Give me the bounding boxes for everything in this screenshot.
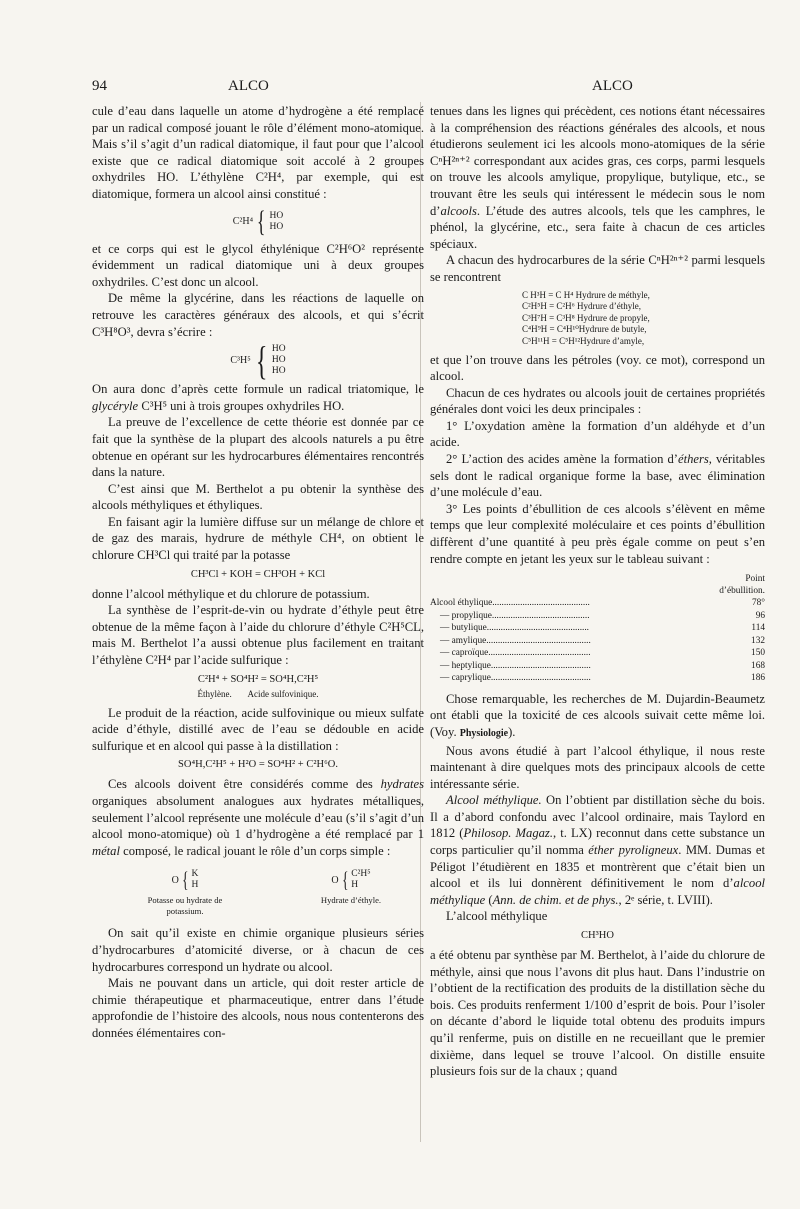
right-running-title: ALCO	[592, 78, 633, 94]
table-row: Alcool éthylique.......................................... 78°	[430, 598, 765, 609]
paragraph: Le produit de la réaction, acide sulfovinique ou mieux sulfate acide d’éthyle, distillé avec de l’eau se dédouble en acide sulfurique et en alcool qui passe à la distillation :	[92, 705, 424, 753]
table-row: — caprylique........................................... 186	[440, 673, 765, 684]
formula-methanol: CH³HO	[581, 930, 614, 942]
paragraph: et ce corps qui est le glycol éthylénique C²H⁶O² représente évidemment un radical diatomique uni à deux groupes oxhydriles. C’est donc un alcool.	[92, 241, 424, 289]
formula-group: HO	[269, 210, 284, 221]
formula-base: C²H⁴	[232, 215, 254, 227]
paragraph: tenues dans les lignes qui précèdent, ces notions étant nécessaires à la compréhension des réactions générales des alcools, et nous étudierons seulement ici les alcools mono-atomiques de la série CⁿH²ⁿ⁺² correspondant aux acides gras, ces corps, parmi lesquels on trouve les alcools amylique, propylique, butylique, etc., se trouvant être les seuls qui intéressent le médecin sous le nom d’alcools. L’étude des autres alcools, tels que les camphres, le phénol, la glycérine, etc., sera faite à chacun de ces articles spéciaux.	[430, 104, 765, 251]
paragraph: Alcool méthylique. On l’obtient par distillation sèche du bois. Il a d’abord confondu avec l’alcool ordinaire, mais Taylord en 1812 (Philosop. Magaz., t. LX) reconnut dans cette substance un corps particulier qu’il nomma éther pyroligneux. MM. Dumas et Péligot l’étudièrent en 1835 et montrèrent que c’était bien un alcool et ils lui donnèrent définitivement le nom d’alcool méthylique (Ann. de chim. et de phys., 2ᵉ série, t. LVIII).	[430, 793, 765, 907]
list-item: C⁵H¹¹H = C⁵H¹²Hydrure d’amyle,	[522, 335, 645, 346]
formula-glycerin: C³H⁵ { HO HO HO	[230, 337, 286, 383]
right-column	[430, 103, 765, 1080]
paragraph: donne l’alcool méthylique et du chlorure de potassium.	[92, 586, 370, 601]
hydride-list	[522, 290, 765, 348]
paragraph: La preuve de l’excellence de cette théorie est donnée par ce fait que la synthèse de la plupart des alcools naturels a pu être obtenue en opérant sur les hydrocarbures élémentaires rencontrés dans la nature.	[92, 415, 424, 480]
paragraph: 3° Les points d’ébullition de ces alcools s’élèvent en même temps que leur complexité moléculaire et ces points d’ébullition diffèrent d’une quantité à peu près égale comme on peut s’en rendre compte en jetant les yeux sur le tableau suivant :	[430, 501, 765, 566]
paragraph: Chacun de ces hydrates ou alcools jouit de certaines propriétés générales dont voici les deux principales :	[430, 385, 765, 417]
paragraph: 1° L’oxydation amène la formation d’un aldéhyde et d’un acide.	[430, 418, 765, 450]
paragraph: cule d’eau dans laquelle un atome d’hydrogène a été remplacé par un radical composé jouant le rôle d’élément mono-atomique. Mais s’il s’agit d’un radical diatomique, il faut pour que l’alcool existe que ce radical diatomique soit accolé à 2 groupes oxhydriles HO. L’éthylène C²H⁴, par exemple, qui est diatomique, formera un alcool ainsi constitué :	[92, 104, 424, 201]
caption: Acide sulfovinique.	[247, 688, 319, 699]
formula-base: C³H⁵	[230, 354, 251, 366]
boiling-point-table	[430, 573, 765, 685]
paragraph: On aura donc d’après cette formule un radical triatomique, le glycéryle C³H⁵ uni à trois groupes oxhydriles HO.	[92, 382, 424, 413]
citation: Philosop. Magaz.	[463, 826, 553, 841]
table-header: d’ébullition.	[719, 586, 765, 597]
term-alcool-methylique: Alcool méthylique.	[446, 793, 542, 808]
paragraph: Mais ne pouvant dans un article, qui doit rester article de chimie thérapeutique et pharmaceutique, entrer dans l’étude approfondie de l’histoire des alcools, nous nous contenterons des données élémentaires con-	[92, 976, 424, 1040]
hydrate-comparison	[92, 865, 424, 917]
term-ethers: éthers	[677, 452, 709, 467]
paragraph: En faisant agir la lumière diffuse sur un mélange de chlore et de gaz des marais, hydrure de méthyle CH⁴, on obtient le chlorure CH³Cl qui traité par la potasse	[92, 514, 424, 563]
term-metal: métal	[92, 843, 120, 858]
formula-group: HO	[271, 344, 286, 355]
caption: Potasse ou hydrate de potassium.	[147, 895, 223, 917]
paragraph: On sait qu’il existe en chimie organique plusieurs séries d’hydrocarbures d’atomicité diverse, or à chacun de ces hydrocarbures correspond un hydrate ou alcool.	[92, 926, 424, 974]
left-column	[92, 103, 424, 1042]
left-running-title: ALCO	[228, 78, 269, 94]
formula-distillation: SO⁴H,C²H⁵ + H²O = SO⁴H² + C²H⁶O.	[178, 759, 338, 771]
term-ether-pyroligneux: éther pyroligneux	[588, 843, 679, 858]
caption: Hydrate d’éthyle.	[320, 895, 382, 906]
list-item: C²H⁵H = C²H⁶ Hydrure d’éthyle,	[522, 301, 641, 312]
citation: Ann. de chim. et de phys.	[492, 892, 619, 907]
table-row: — caproïque............................................ 150	[440, 648, 765, 659]
paragraph: Nous avons étudié à part l’alcool éthylique, il nous reste maintenant à dire quelques mots des principaux alcools de cette intéressante série.	[430, 743, 765, 791]
formula-sulfovinic: C²H⁴ + SO⁴H² = SO⁴H,C²H⁵ Éthylène. Acide sulfovinique.	[197, 673, 319, 699]
formula-methyl-chloride: CH³Cl + KOH = CH³OH + KCl	[190, 568, 326, 580]
list-item: C³H⁷H = C³H⁸ Hydrure de propyle,	[522, 312, 650, 323]
term-hydrates: hydrates	[380, 777, 424, 792]
paragraph: a été obtenu par synthèse par M. Berthelot, à l’aide du chlorure de méthyle, ainsi que nous l’avons dit plus haut. Dans l’industrie on l’obtient de la rectification des produits de la distillation sèche du bois. Ces produits renferment 1/100 d’esprit de bois. Pour l’isoler on décante d’abord le liquide total obtenu des produits impurs qu’il renferme, puis on distille en ne recueillant que le premier dixième, dans lequel se trouve l’alcool. On distille ensuite plusieurs fois sur de la chaux ; quand	[430, 948, 765, 1079]
term-alcools: alcools	[440, 203, 477, 218]
formula-group: HO	[271, 366, 286, 377]
paragraph: et que l’on trouve dans les pétroles (voy. ce mot), correspond un alcool.	[430, 352, 765, 384]
cross-reference: Physiologie	[459, 727, 509, 739]
table-header: Point	[745, 574, 765, 585]
paragraph: C’est ainsi que M. Berthelot a pu obtenir la synthèse des alcools méthyliques et éthyliques.	[92, 481, 424, 513]
table-row: — amylique............................................. 132	[440, 635, 765, 646]
list-item: C H³H = C H⁴ Hydrure de méthyle,	[522, 289, 650, 300]
paragraph: 2° L’action des acides amène la formation d’éthers, véritables sels dont le radical organique forme la base, avec élimination d’une molécule d’eau.	[430, 452, 765, 500]
paragraph: Chose remarquable, les recherches de M. Dujardin-Beaumetz ont établi que la toxicité de ces alcools suivait cette même loi. (Voy. Physiologie).	[430, 691, 765, 739]
list-item: C⁴H⁹H = C⁴H¹⁰Hydrure de butyle,	[522, 324, 647, 335]
formula-group: HO	[269, 221, 284, 232]
table-row: — propylique.......................................... 96	[440, 610, 765, 621]
hydrate-potassium: O { K H Potasse ou hydrate de potassium.	[130, 865, 240, 917]
term-alcool-methylique-2: alcool méthylique	[430, 876, 765, 907]
formula-group: HO	[271, 355, 286, 366]
paragraph: Ces alcools doivent être considérés comme des hydrates organiques absolument analogues aux hydrates métalliques, seulement l’alcool représente une molécule d’eau (s’il s’agit d’un alcool mono-atomique) où 1 d’hydrogène a été remplacé par 1 métal composé, le radical jouant le rôle d’un corps simple :	[92, 777, 424, 858]
table-row: — heptylique........................................... 168	[440, 660, 765, 671]
table-row: — butylique............................................ 114	[440, 623, 765, 634]
term-glyceryle: glycéryle	[92, 398, 139, 413]
hydrate-ethyl: O { C²H⁵ H Hydrate d’éthyle.	[316, 865, 386, 917]
caption: Éthylène.	[197, 688, 232, 699]
paragraph: La synthèse de l’esprit-de-vin ou hydrate d’éthyle peut être obtenue de la même façon à l’aide du chlorure d’éthyle C²H⁵CL, mais M. Berthelot l’a aussi obtenue plus facilement en traitant l’éthylène C²H⁴ par l’acide sulfurique :	[92, 603, 424, 668]
paragraph: De même la glycérine, dans les réactions de laquelle on retrouve les caractères généraux des alcools, et qui s’écrit C³H⁸O³, devra s’écrire :	[92, 291, 424, 339]
paragraph: L’alcool méthylique	[446, 909, 548, 924]
paragraph: A chacun des hydrocarbures de la série CⁿH²ⁿ⁺² parmi lesquels se rencontrent	[430, 253, 765, 284]
page-number: 94	[92, 78, 107, 94]
formula-glycol: C²H⁴ { HO HO	[232, 204, 284, 238]
